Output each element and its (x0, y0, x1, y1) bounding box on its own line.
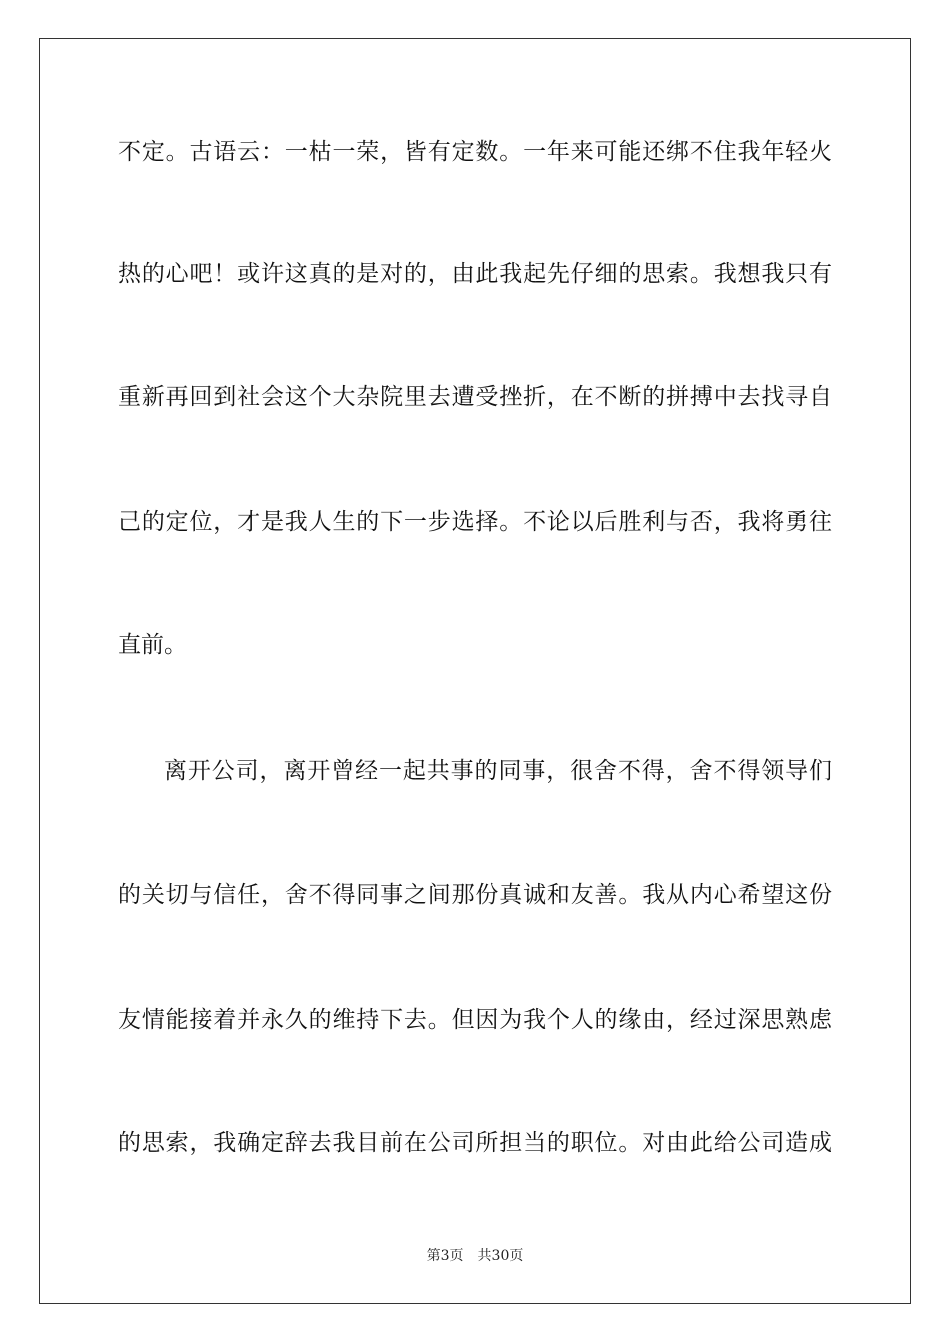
text-line-6: 离开公司，离开曾经一起共事的同事，很舍不得，舍不得领导们 (164, 758, 832, 784)
text-line-4: 己的定位，才是我人生的下一步选择。不论以后胜利与否，我将勇往 (118, 509, 832, 535)
text-line-9: 的思索，我确定辞去我目前在公司所担当的职位。对由此给公司造成 (118, 1130, 832, 1156)
page-footer (0, 1247, 950, 1265)
text-line-7: 的关切与信任，舍不得同事之间那份真诚和友善。我从内心希望这份 (118, 882, 832, 908)
text-line-8: 友情能接着并永久的维持下去。但因为我个人的缘由，经过深思熟虑 (118, 1007, 832, 1033)
page-number: 第3页 (426, 1248, 464, 1264)
text-line-1: 不定。古语云：一枯一荣，皆有定数。一年来可能还绑不住我年轻火 (118, 139, 832, 165)
text-line-3: 重新再回到社会这个大杂院里去遭受挫折，在不断的拼搏中去找寻自 (118, 384, 832, 410)
page-total: 共30页 (477, 1248, 524, 1264)
text-line-5: 直前。 (118, 632, 187, 658)
text-line-2: 热的心吧！或许这真的是对的，由此我起先仔细的思索。我想我只有 (118, 261, 832, 287)
page-border (39, 38, 911, 1304)
